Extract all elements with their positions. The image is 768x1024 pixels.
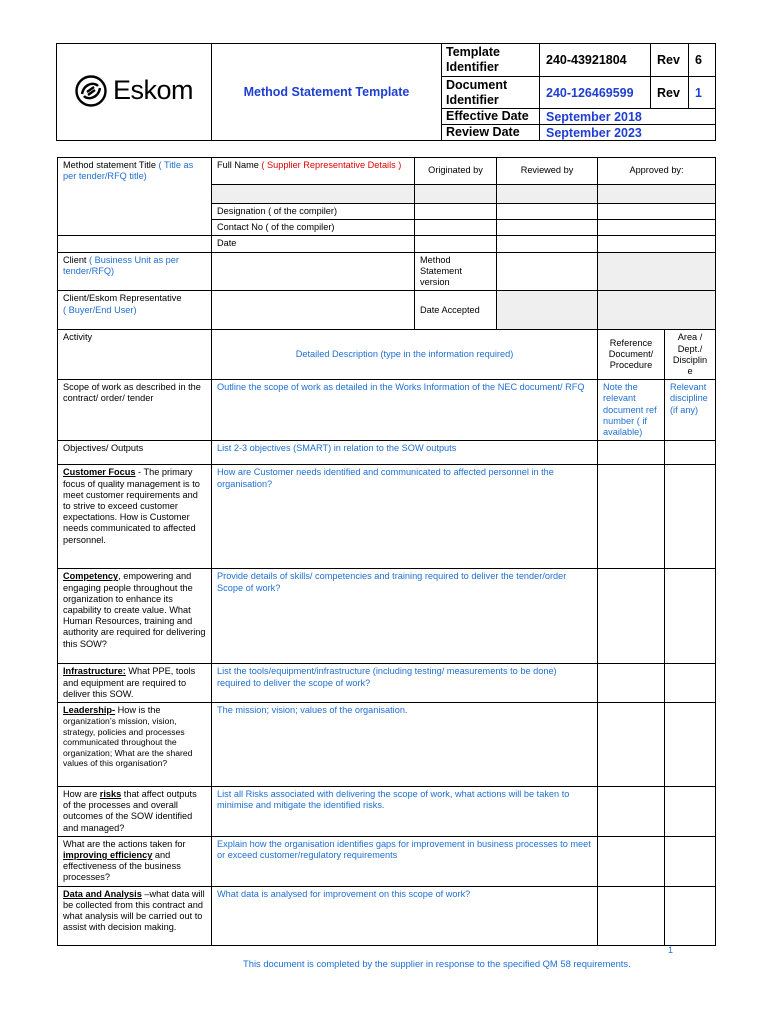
area-dept-header: Area / Dept./ Disciplin e bbox=[665, 330, 716, 380]
infrastructure-heading: Infrastructure: bbox=[63, 666, 126, 677]
template-identifier-value: 240-43921804 bbox=[540, 44, 651, 77]
improving-description[interactable]: Explain how the organisation identifies gaps for improvement in business processes to meet or exceed customer/regulatory requirements bbox=[212, 836, 598, 886]
leadership-heading: Leadership- bbox=[63, 704, 116, 715]
header-table bbox=[56, 43, 716, 141]
competency-heading: Competency bbox=[63, 571, 119, 582]
competency-cell bbox=[58, 569, 212, 664]
document-identifier-value: 240-126469599 bbox=[540, 77, 651, 109]
risks-prefix: How are bbox=[63, 788, 100, 799]
method-title-label: Method statement Title bbox=[63, 160, 159, 170]
data-analysis-reference[interactable] bbox=[598, 886, 665, 945]
eskom-emblem-icon bbox=[75, 75, 107, 107]
originated-by-designation-field[interactable] bbox=[415, 204, 497, 220]
data-analysis-text: –what data will be collected from this contract and what analysis will be carried out to assist with decision making. bbox=[63, 888, 205, 933]
leadership-text-1: How is the bbox=[115, 704, 161, 715]
risks-description[interactable]: List all Risks associated with delivering the scope of work, what actions will be taken to minimise and mitigate the identified risks. bbox=[212, 786, 598, 836]
improving-heading: improving efficiency bbox=[63, 850, 153, 861]
improving-prefix: What are the actions taken for bbox=[63, 838, 186, 849]
customer-focus-heading: Customer Focus bbox=[63, 467, 136, 478]
approved-by-name-field[interactable] bbox=[598, 185, 716, 204]
method-title-cell bbox=[58, 158, 212, 236]
accepted-gray-field bbox=[598, 291, 716, 330]
reference-document-header: Reference Document/ Procedure bbox=[598, 330, 665, 380]
competency-reference[interactable] bbox=[598, 569, 665, 664]
data-analysis-description[interactable]: What data is analysed for improvement on this scope of work? bbox=[212, 886, 598, 945]
leadership-area[interactable] bbox=[665, 702, 716, 786]
rev-label-2: Rev bbox=[651, 77, 689, 109]
data-analysis-heading: Data and Analysis bbox=[63, 888, 142, 899]
improving-area[interactable] bbox=[665, 836, 716, 886]
method-title-hint: ( Title as per tender/RFQ title) bbox=[63, 160, 194, 182]
risks-heading: risks bbox=[99, 788, 122, 799]
approved-by-designation-field[interactable] bbox=[598, 204, 716, 220]
competency-description[interactable]: Provide details of skills/ competencies and training required to deliver the tender/order Scope of work? bbox=[212, 569, 598, 664]
originated-by-name-field[interactable] bbox=[415, 185, 497, 204]
document-identifier-label: Document Identifier bbox=[442, 77, 540, 109]
improving-reference[interactable] bbox=[598, 836, 665, 886]
contact-no-label: Contact No ( of the compiler) bbox=[212, 220, 415, 236]
infrastructure-cell bbox=[58, 664, 212, 703]
improving-efficiency-cell bbox=[58, 836, 212, 886]
client-rep-label: Client/Eskom Representative bbox=[63, 293, 182, 304]
data-analysis-area[interactable] bbox=[665, 886, 716, 945]
client-rep-field[interactable] bbox=[212, 291, 415, 330]
approved-by-header: Approved by: bbox=[598, 158, 716, 185]
date-accepted-field[interactable] bbox=[497, 291, 598, 330]
full-name-field[interactable] bbox=[212, 185, 415, 204]
approved-by-contact-field[interactable] bbox=[598, 220, 716, 236]
footer-note: This document is completed by the supplier in response to the specified QM 58 requirements. bbox=[243, 958, 631, 969]
logo-cell bbox=[57, 44, 212, 141]
infrastructure-area[interactable] bbox=[665, 664, 716, 703]
title-date-blank[interactable] bbox=[58, 236, 212, 252]
client-cell bbox=[58, 252, 212, 291]
scope-reference[interactable]: Note the relevant document ref number ( if available) bbox=[598, 380, 665, 441]
reviewed-by-header: Reviewed by bbox=[497, 158, 598, 185]
approved-by-date-field[interactable] bbox=[598, 236, 716, 252]
leadership-text-2: organization’s mission, vision, strategy, policies and processes communicated throughout the organization; What are the shared values of this organisation? bbox=[63, 716, 193, 769]
date-label: Date bbox=[212, 236, 415, 252]
full-name-label: Full Name bbox=[217, 160, 262, 170]
detailed-description-header: Detailed Description (type in the information required) bbox=[212, 330, 598, 380]
effective-date-label: Effective Date bbox=[442, 109, 540, 125]
review-date-label: Review Date bbox=[442, 125, 540, 141]
activity-header: Activity bbox=[58, 330, 212, 380]
objectives-label: Objectives/ Outputs bbox=[58, 441, 212, 465]
date-accepted-label: Date Accepted bbox=[415, 291, 497, 330]
reviewed-by-designation-field[interactable] bbox=[497, 204, 598, 220]
leadership-cell bbox=[58, 702, 212, 786]
client-rep-cell bbox=[58, 291, 212, 330]
improving-text: and effectiveness of the business processes? bbox=[63, 850, 181, 883]
customer-focus-description[interactable]: How are Customer needs identified and communicated to affected personnel in the organisation? bbox=[212, 465, 598, 569]
leadership-description[interactable]: The mission; vision; values of the organisation. bbox=[212, 702, 598, 786]
infrastructure-description[interactable]: List the tools/equipment/infrastructure (including testing/ measurements to be done) required to deliver the scope of work? bbox=[212, 664, 598, 703]
customer-focus-cell bbox=[58, 465, 212, 569]
method-statement-table bbox=[57, 157, 716, 946]
risks-text: that affect outputs of the processes and overall outcomes of the SOW identified and managed? bbox=[63, 788, 197, 833]
document-title: Method Statement Template bbox=[212, 44, 442, 141]
infrastructure-reference[interactable] bbox=[598, 664, 665, 703]
risks-reference[interactable] bbox=[598, 786, 665, 836]
rev-value-2: 1 bbox=[689, 77, 716, 109]
method-statement-version-label: Method Statement version bbox=[415, 252, 497, 291]
rev-label-1: Rev bbox=[651, 44, 689, 77]
reviewed-by-name-field[interactable] bbox=[497, 185, 598, 204]
leadership-reference[interactable] bbox=[598, 702, 665, 786]
page-number: 1 bbox=[668, 945, 674, 955]
method-statement-version-field[interactable] bbox=[497, 252, 598, 291]
infrastructure-text: What PPE, tools and equipment are required to deliver this SOW. bbox=[63, 666, 196, 699]
scope-area[interactable]: Relevant discipline (if any) bbox=[665, 380, 716, 441]
client-rep-hint: ( Buyer/End User) bbox=[63, 304, 137, 315]
risks-cell bbox=[58, 786, 212, 836]
objectives-area[interactable] bbox=[665, 441, 716, 465]
template-identifier-label: Template Identifier bbox=[442, 44, 540, 77]
objectives-reference[interactable] bbox=[598, 441, 665, 465]
full-name-hint: ( Supplier Representative Details ) bbox=[261, 160, 402, 170]
originated-by-contact-field[interactable] bbox=[415, 220, 497, 236]
customer-focus-area[interactable] bbox=[665, 465, 716, 569]
customer-focus-text: - The primary focus of quality management is to meet customer requirements and to strive to exceed customer expectations. How is Customer needs communicated to affected personnel. bbox=[63, 467, 200, 545]
client-hint: ( Business Unit as per tender/RFQ) bbox=[63, 254, 179, 276]
client-field[interactable] bbox=[212, 252, 415, 291]
scope-label: Scope of work as described in the contract/ order/ tender bbox=[58, 380, 212, 441]
originated-by-date-field[interactable] bbox=[415, 236, 497, 252]
rev-value-1: 6 bbox=[689, 44, 716, 77]
version-gray-field bbox=[598, 252, 716, 291]
competency-area[interactable] bbox=[665, 569, 716, 664]
data-analysis-cell bbox=[58, 886, 212, 945]
client-label: Client bbox=[63, 254, 90, 265]
scope-description[interactable]: Outline the scope of work as detailed in the Works Information of the NEC document/ RFQ bbox=[212, 380, 598, 441]
logo-text: Eskom bbox=[112, 75, 194, 105]
risks-area[interactable] bbox=[665, 786, 716, 836]
objectives-description[interactable]: List 2-3 objectives (SMART) in relation to the SOW outputs bbox=[212, 441, 598, 465]
review-date-value: September 2023 bbox=[540, 125, 716, 141]
designation-label: Designation ( of the compiler) bbox=[212, 204, 415, 220]
full-name-cell bbox=[212, 158, 415, 185]
effective-date-value: September 2018 bbox=[540, 109, 716, 125]
reviewed-by-contact-field[interactable] bbox=[497, 220, 598, 236]
reviewed-by-date-field[interactable] bbox=[497, 236, 598, 252]
eskom-logo bbox=[75, 75, 193, 107]
originated-by-header: Originated by bbox=[415, 158, 497, 185]
competency-text: , empowering and engaging people throughout the organization to enhance its capability to create value. What Human Resources, training and authority are required for delivering this SOW? bbox=[63, 571, 206, 649]
customer-focus-reference[interactable] bbox=[598, 465, 665, 569]
